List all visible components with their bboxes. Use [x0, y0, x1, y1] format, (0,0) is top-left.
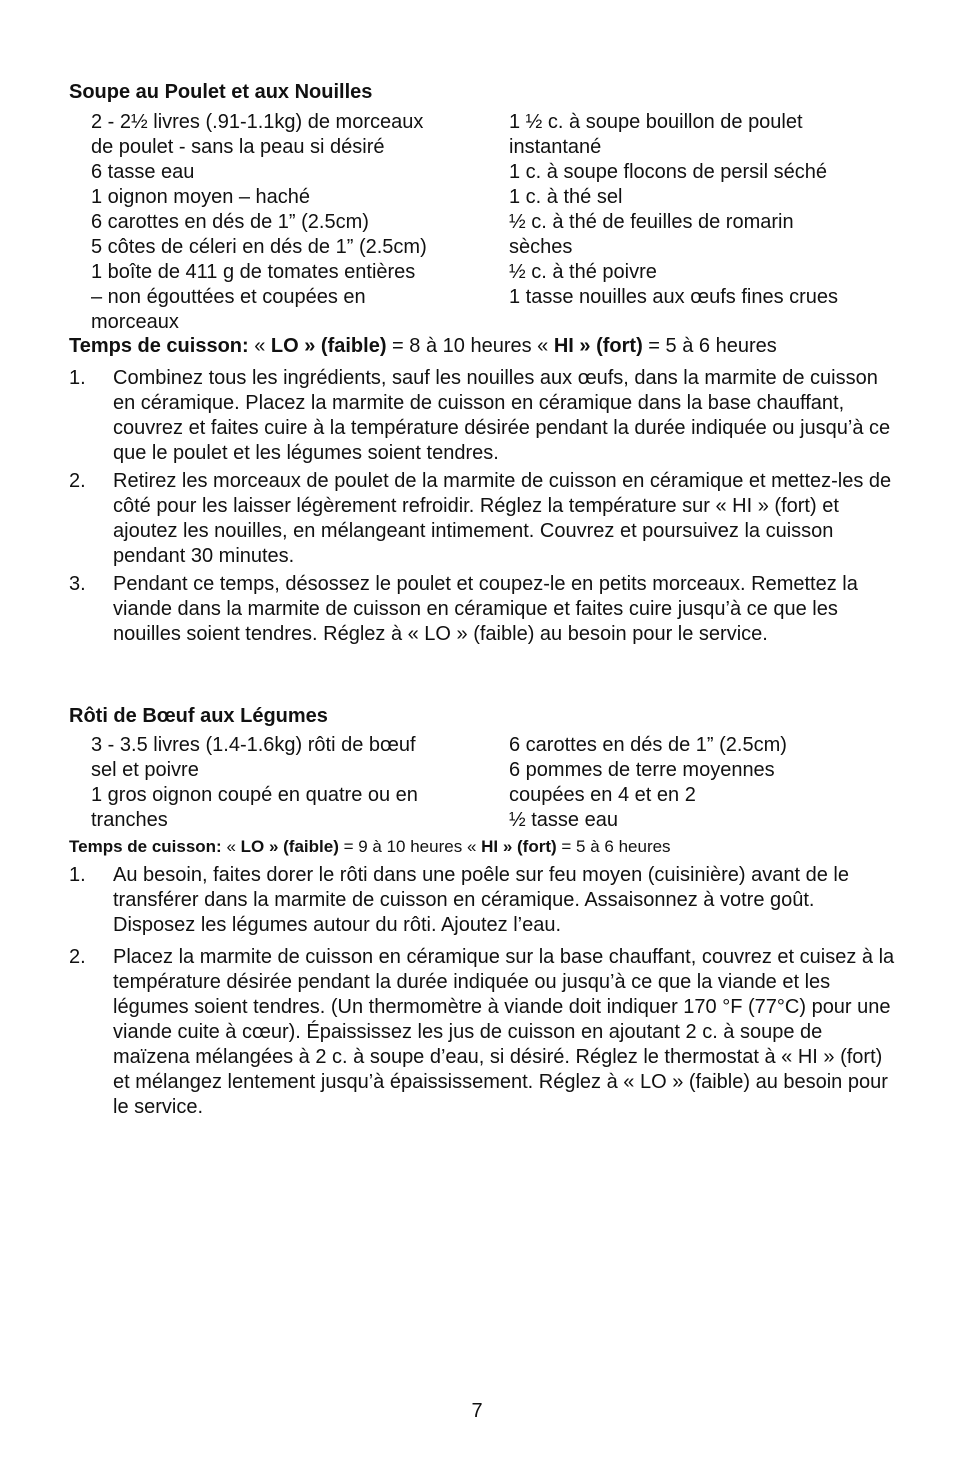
cook-time: [69, 334, 777, 359]
step-number: 2.: [69, 946, 86, 968]
step-number: 1.: [69, 367, 86, 389]
hi-label: HI » (fort): [553, 335, 643, 357]
ingredient-item: ½ tasse eau: [509, 809, 618, 831]
step-number: 3.: [69, 573, 86, 595]
ingredient-item: 1 oignon moyen – haché: [91, 186, 311, 208]
recipe-title: Soupe au Poulet et aux Nouilles: [69, 81, 373, 103]
ingredient-item: – non égouttées et coupées en: [91, 286, 366, 308]
step-text: Retirez les morceaux de poulet de la marmite de cuisson en céramique et mettez-les de côté pour les laisser légèrement refroidir. Réglez la température sur « HI » (fort) et ajoutez les nouilles, en mélangeant intimement. Couvrez et poursuivez la cuisson pendant 30 minutes.: [113, 470, 892, 567]
ingredient-item: 5 côtes de céleri en dés de 1” (2.5cm): [91, 236, 427, 258]
instruction-step: [69, 945, 899, 1120]
ingredient-list-left: [91, 110, 427, 335]
step-number: 1.: [69, 864, 86, 886]
step-text: Pendant ce temps, désossez le poulet et coupez-le en petits morceaux. Remettez la viande dans la marmite de cuisson en céramique et faites cuire jusqu’à ce que les nouilles soient tendres. Réglez à « LO » (faible) au besoin pour le service.: [113, 573, 858, 645]
hi-label: HI » (fort): [481, 837, 557, 856]
ingredient-item: 1 c. à thé sel: [509, 186, 623, 208]
lo-value: = 9 à 10 heures: [338, 837, 467, 856]
ingredient-item: 2 - 2½ livres (.91-1.1kg) de morceaux: [91, 111, 424, 133]
ingredient-item: morceaux: [91, 311, 179, 333]
lo-open: «: [221, 837, 241, 856]
ingredient-item: 6 pommes de terre moyennes: [509, 759, 775, 781]
instruction-step: [69, 863, 899, 938]
lo-label: LO » (faible): [270, 335, 387, 357]
cook-time-label: Temps de cuisson:: [69, 837, 222, 856]
ingredient-item: 1 boîte de 411 g de tomates entières: [91, 261, 416, 283]
ingredient-item: 6 carottes en dés de 1” (2.5cm): [509, 734, 787, 756]
ingredient-list-right: [509, 733, 787, 833]
ingredient-item: ½ c. à thé poivre: [509, 261, 657, 283]
step-text: Combinez tous les ingrédients, sauf les nouilles aux œufs, dans la marmite de cuisson en céramique. Placez la marmite de cuisson en céramique dans la base chauffant, couvrez et faites cuire à la température désirée pendant la durée indiquée ou jusqu’à ce que le poulet et les légumes soient tendres.: [113, 367, 891, 464]
page-number: 7: [471, 1400, 483, 1422]
lo-value: = 8 à 10 heures: [386, 335, 538, 357]
ingredient-item: 3 - 3.5 livres (1.4-1.6kg) rôti de bœuf: [91, 734, 416, 756]
ingredient-item: 6 carottes en dés de 1” (2.5cm): [91, 211, 369, 233]
step-number: 2.: [69, 470, 86, 492]
ingredient-item: instantané: [509, 136, 602, 158]
hi-value: = 5 à 6 heures: [642, 335, 777, 357]
ingredient-item: 1 ½ c. à soupe bouillon de poulet: [509, 111, 803, 133]
instruction-step: [69, 572, 899, 647]
ingredient-item: ½ c. à thé de feuilles de romarin: [509, 211, 794, 233]
ingredient-item: de poulet - sans la peau si désiré: [91, 136, 385, 158]
hi-open: «: [466, 837, 482, 856]
lo-label: LO » (faible): [240, 837, 339, 856]
lo-open: «: [248, 335, 271, 357]
instruction-step: [69, 469, 899, 569]
ingredient-item: 6 tasse eau: [91, 161, 195, 183]
instruction-list: [69, 366, 899, 647]
ingredient-item: 1 c. à soupe flocons de persil séché: [509, 161, 827, 183]
hi-value: = 5 à 6 heures: [556, 837, 671, 856]
step-text: Placez la marmite de cuisson en céramique sur la base chauffant, couvrez et cuisez à la température désirée pendant la durée indiquée ou jusqu’à ce que la viande et les légumes soient tendres. (Un thermomètre à viande doit indiquer 170 °F (77°C) pour une viande cuite à cœur). Épaississez les jus de cuisson en ajoutant 2 c. à soupe de maïzena mélangées à 2 c. à soupe d’eau, si désiré. Réglez le thermostat à « HI » (fort) et mélangez lentement jusqu’à épaississement. Réglez à « LO » (faible) au besoin pour le service.: [113, 946, 895, 1118]
hi-open: «: [537, 335, 554, 357]
ingredient-item: sèches: [509, 236, 573, 258]
instruction-list: [69, 863, 899, 1120]
ingredient-item: coupées en 4 et en 2: [509, 784, 696, 806]
recipe-title: Rôti de Bœuf aux Légumes: [69, 705, 328, 727]
instruction-step: [69, 366, 899, 466]
step-text: Au besoin, faites dorer le rôti dans une poêle sur feu moyen (cuisinière) avant de le transférer dans la marmite de cuisson en céramique. Assaisonnez à votre goût. Disposez les légumes autour du rôti. Ajoutez l’eau.: [113, 864, 849, 936]
ingredient-item: sel et poivre: [91, 759, 199, 781]
cook-time: [69, 834, 671, 859]
ingredient-item: 1 gros oignon coupé en quatre ou en: [91, 784, 418, 806]
ingredient-item: tranches: [91, 809, 168, 831]
cook-time-label: Temps de cuisson:: [69, 335, 249, 357]
ingredient-list-left: [91, 733, 418, 833]
ingredient-item: 1 tasse nouilles aux œufs fines crues: [509, 286, 839, 308]
ingredient-list-right: [509, 110, 838, 310]
